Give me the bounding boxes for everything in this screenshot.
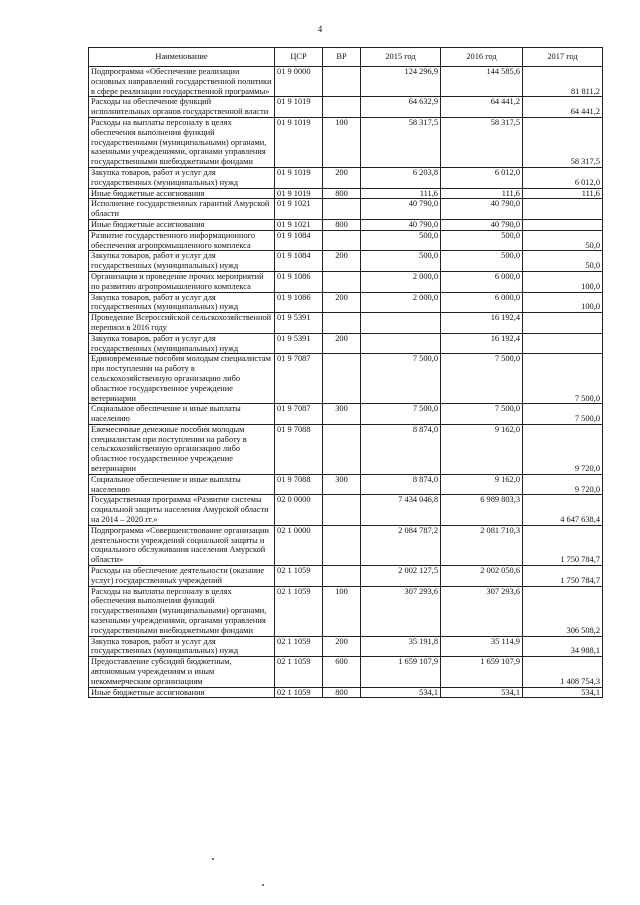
cell-2015: 7 434 046,8	[361, 495, 441, 525]
cell-csr: 02 1 1059	[275, 566, 323, 587]
cell-2016: 9 162,0	[441, 424, 523, 474]
cell-name: Расходы на выплаты персоналу в целях обеспечения выполнения функций государственными (муниципальными) органами, казенными учреждениями, органами управления государственными внебюджетными фондами	[89, 117, 275, 167]
cell-name: Расходы на выплаты персоналу в целях обеспечения выполнения функций государственными (муниципальными) органами, казенными учреждениями, органами управления государственными внебюджетными фондами	[89, 586, 275, 636]
cell-vr	[323, 566, 361, 587]
cell-csr: 01 9 7088	[275, 424, 323, 474]
cell-csr: 01 9 5391	[275, 313, 323, 334]
cell-name: Иные бюджетные ассигнования	[89, 687, 275, 698]
cell-2017	[523, 199, 603, 220]
cell-vr: 800	[323, 687, 361, 698]
cell-name: Закупка товаров, работ и услуг для государственных (муниципальных) нужд	[89, 636, 275, 657]
cell-csr: 01 9 7087	[275, 404, 323, 425]
cell-name: Государственная программа «Развитие системы социальной защиты населения Амурской области на 2014 – 2020 гг.»	[89, 495, 275, 525]
cell-csr: 01 9 1084	[275, 251, 323, 272]
table-row	[89, 117, 603, 167]
cell-2016: 40 790,0	[441, 199, 523, 220]
cell-2015: 35 191,8	[361, 636, 441, 657]
table-row	[89, 199, 603, 220]
table-row	[89, 67, 603, 97]
cell-name: Предоставление субсидий бюджетным, автономным учреждениям и иным некоммерческим организациям	[89, 657, 275, 687]
cell-vr: 800	[323, 188, 361, 199]
cell-2015: 6 203,8	[361, 167, 441, 188]
table-row	[89, 566, 603, 587]
cell-vr	[323, 424, 361, 474]
cell-2017: 4 647 638,4	[523, 495, 603, 525]
table-row	[89, 657, 603, 687]
cell-name: Закупка товаров, работ и услуг для государственных (муниципальных) нужд	[89, 292, 275, 313]
page-number: 4	[317, 24, 323, 34]
cell-2016: 1 659 107,9	[441, 657, 523, 687]
cell-2015: 111,6	[361, 188, 441, 199]
cell-name: Развитие государственного информационного обеспечения агропромышленного комплекса	[89, 230, 275, 251]
cell-vr: 200	[323, 333, 361, 354]
cell-vr: 800	[323, 219, 361, 230]
cell-2016: 16 192,4	[441, 313, 523, 334]
cell-2015: 2 000,0	[361, 292, 441, 313]
cell-name: Расходы на обеспечение функций исполнительных органов государственной власти	[89, 97, 275, 118]
cell-2015: 7 500,0	[361, 404, 441, 425]
table-row	[89, 271, 603, 292]
cell-name: Подпрограмма «Обеспечение реализации основных направлений государственной политики в сфере реализации государственной программы»	[89, 67, 275, 97]
header-csr: ЦСР	[275, 48, 323, 67]
header-vr: ВР	[323, 48, 361, 67]
cell-csr: 02 1 0000	[275, 525, 323, 565]
cell-2015	[361, 313, 441, 334]
cell-2015: 58 317,5	[361, 117, 441, 167]
table-row	[89, 495, 603, 525]
cell-2017: 34 988,1	[523, 636, 603, 657]
cell-2017: 534,1	[523, 687, 603, 698]
cell-name: Ежемесячные денежные пособия молодым специалистам при поступлении на работу в сельскохозяйственную организацию либо областное государственное учреждение ветеринарии	[89, 424, 275, 474]
cell-name: Организация и проведение прочих мероприятий по развитию агропромышленного комплекса	[89, 271, 275, 292]
cell-vr	[323, 199, 361, 220]
cell-2016: 7 500,0	[441, 354, 523, 404]
cell-csr: 01 9 1019	[275, 188, 323, 199]
table-row	[89, 292, 603, 313]
table-row	[89, 230, 603, 251]
cell-2015: 2 084 787,2	[361, 525, 441, 565]
cell-2016: 40 790,0	[441, 219, 523, 230]
cell-name: Социальное обеспечение и иные выплаты населению	[89, 404, 275, 425]
cell-2016: 64 441,2	[441, 97, 523, 118]
cell-vr: 100	[323, 586, 361, 636]
header-2015: 2015 год	[361, 48, 441, 67]
cell-2016: 500,0	[441, 251, 523, 272]
cell-2016: 500,0	[441, 230, 523, 251]
cell-csr: 01 9 5391	[275, 333, 323, 354]
cell-2016: 2 081 710,3	[441, 525, 523, 565]
cell-2016: 6 989 803,3	[441, 495, 523, 525]
cell-2017	[523, 313, 603, 334]
cell-2015: 124 296,9	[361, 67, 441, 97]
budget-table	[88, 47, 603, 698]
cell-csr: 01 9 1021	[275, 219, 323, 230]
cell-vr: 200	[323, 636, 361, 657]
cell-2017: 58 317,5	[523, 117, 603, 167]
cell-2017: 81 811,2	[523, 67, 603, 97]
cell-csr: 02 1 1059	[275, 586, 323, 636]
cell-vr	[323, 495, 361, 525]
scan-speck	[212, 858, 214, 860]
cell-2017: 306 508,2	[523, 586, 603, 636]
table-row	[89, 474, 603, 495]
table-row	[89, 251, 603, 272]
cell-csr: 01 9 1021	[275, 199, 323, 220]
cell-2015: 1 659 107,9	[361, 657, 441, 687]
cell-2016: 307 293,6	[441, 586, 523, 636]
header-2016: 2016 год	[441, 48, 523, 67]
cell-2017: 50,0	[523, 251, 603, 272]
cell-vr	[323, 67, 361, 97]
cell-csr: 02 1 1059	[275, 636, 323, 657]
cell-csr: 01 9 1086	[275, 271, 323, 292]
cell-2016: 2 002 050,6	[441, 566, 523, 587]
cell-2016: 58 317,5	[441, 117, 523, 167]
cell-csr: 01 9 7088	[275, 474, 323, 495]
cell-2017: 100,0	[523, 292, 603, 313]
cell-csr: 02 1 1059	[275, 657, 323, 687]
cell-vr: 600	[323, 657, 361, 687]
cell-vr: 200	[323, 251, 361, 272]
cell-2015	[361, 333, 441, 354]
cell-2015: 64 632,9	[361, 97, 441, 118]
table-row	[89, 586, 603, 636]
table-row	[89, 525, 603, 565]
cell-name: Иные бюджетные ассигнования	[89, 188, 275, 199]
cell-2016: 144 585,6	[441, 67, 523, 97]
cell-name: Единовременные пособия молодым специалистам при поступлении на работу в сельскохозяйственную организацию либо областное государственное учреждение ветеринарии	[89, 354, 275, 404]
cell-vr: 200	[323, 292, 361, 313]
cell-2015: 40 790,0	[361, 199, 441, 220]
table-row	[89, 404, 603, 425]
table-row	[89, 333, 603, 354]
cell-2015: 500,0	[361, 251, 441, 272]
table-row	[89, 424, 603, 474]
header-2017: 2017 год	[523, 48, 603, 67]
cell-csr: 02 0 0000	[275, 495, 323, 525]
cell-2015: 307 293,6	[361, 586, 441, 636]
cell-2016: 16 192,4	[441, 333, 523, 354]
cell-vr: 300	[323, 474, 361, 495]
cell-vr	[323, 271, 361, 292]
cell-2016: 6 000,0	[441, 292, 523, 313]
cell-vr: 300	[323, 404, 361, 425]
cell-csr: 01 9 7087	[275, 354, 323, 404]
table-row	[89, 97, 603, 118]
cell-2015: 2 002 127,5	[361, 566, 441, 587]
cell-vr	[323, 230, 361, 251]
cell-2017: 9 720,0	[523, 474, 603, 495]
cell-2015: 2 000,0	[361, 271, 441, 292]
cell-2017	[523, 219, 603, 230]
cell-2015: 7 500,0	[361, 354, 441, 404]
table-row	[89, 167, 603, 188]
scan-speck	[262, 884, 264, 886]
cell-csr: 01 9 1086	[275, 292, 323, 313]
cell-name: Закупка товаров, работ и услуг для государственных (муниципальных) нужд	[89, 167, 275, 188]
cell-2016: 7 500,0	[441, 404, 523, 425]
cell-name: Закупка товаров, работ и услуг для государственных (муниципальных) нужд	[89, 251, 275, 272]
cell-2015: 500,0	[361, 230, 441, 251]
cell-2017: 7 500,0	[523, 354, 603, 404]
cell-2017: 1 750 784,7	[523, 566, 603, 587]
cell-name: Закупка товаров, работ и услуг для государственных (муниципальных) нужд	[89, 333, 275, 354]
cell-2016: 6 000,0	[441, 271, 523, 292]
cell-vr	[323, 313, 361, 334]
cell-2016: 534,1	[441, 687, 523, 698]
cell-2017: 6 012,0	[523, 167, 603, 188]
cell-name: Социальное обеспечение и иные выплаты населению	[89, 474, 275, 495]
cell-csr: 01 9 1084	[275, 230, 323, 251]
cell-2017: 9 720,0	[523, 424, 603, 474]
cell-2017: 50,0	[523, 230, 603, 251]
table-row	[89, 354, 603, 404]
cell-2017: 7 500,0	[523, 404, 603, 425]
cell-vr	[323, 97, 361, 118]
cell-vr	[323, 525, 361, 565]
cell-2017: 111,6	[523, 188, 603, 199]
cell-csr: 01 9 1019	[275, 167, 323, 188]
table-row	[89, 636, 603, 657]
cell-2016: 35 114,9	[441, 636, 523, 657]
cell-vr: 200	[323, 167, 361, 188]
table-row	[89, 687, 603, 698]
cell-csr: 01 9 1019	[275, 117, 323, 167]
table-row	[89, 313, 603, 334]
cell-2015: 534,1	[361, 687, 441, 698]
cell-csr: 01 9 1019	[275, 97, 323, 118]
table-row	[89, 188, 603, 199]
cell-2017: 100,0	[523, 271, 603, 292]
cell-2017: 1 408 754,3	[523, 657, 603, 687]
cell-2016: 111,6	[441, 188, 523, 199]
cell-2017	[523, 333, 603, 354]
cell-2016: 6 012,0	[441, 167, 523, 188]
cell-name: Иные бюджетные ассигнования	[89, 219, 275, 230]
cell-name: Исполнение государственных гарантий Амурской области	[89, 199, 275, 220]
cell-name: Расходы на обеспечение деятельности (оказание услуг) государственных учреждений	[89, 566, 275, 587]
cell-name: Подпрограмма «Совершенствование организации деятельности учреждений социальной защиты и социального обслуживания населения Амурской области»	[89, 525, 275, 565]
table-header-row	[89, 48, 603, 67]
cell-2016: 9 162,0	[441, 474, 523, 495]
cell-name: Проведение Всероссийской сельскохозяйственной переписи в 2016 году	[89, 313, 275, 334]
cell-2017: 1 750 784,7	[523, 525, 603, 565]
table-body	[89, 67, 603, 698]
cell-2015: 8 874,0	[361, 424, 441, 474]
cell-vr	[323, 354, 361, 404]
cell-2015: 40 790,0	[361, 219, 441, 230]
cell-csr: 01 9 0000	[275, 67, 323, 97]
cell-csr: 02 1 1059	[275, 687, 323, 698]
cell-2017: 64 441,2	[523, 97, 603, 118]
header-name: Наименование	[89, 48, 275, 67]
cell-2015: 8 874,0	[361, 474, 441, 495]
table-row	[89, 219, 603, 230]
cell-vr: 100	[323, 117, 361, 167]
